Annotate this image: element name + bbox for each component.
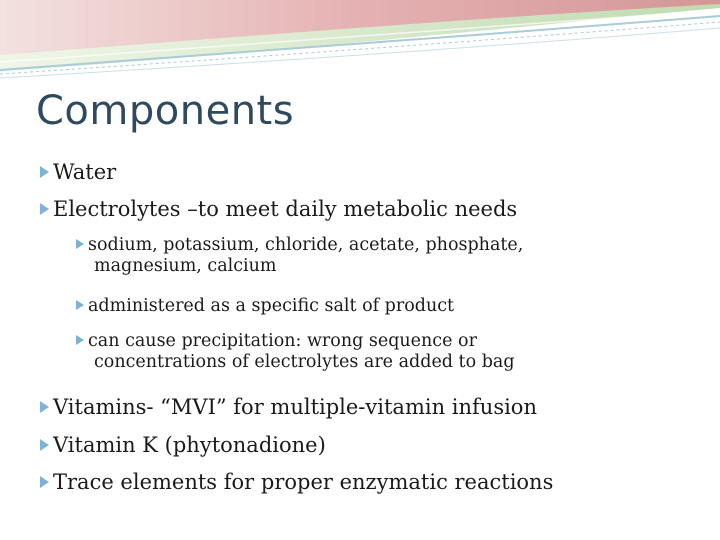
triangle-bullet-icon (76, 335, 84, 345)
triangle-bullet-icon (40, 439, 49, 451)
triangle-bullet-icon (40, 166, 49, 178)
decorative-header-banner (0, 0, 720, 90)
triangle-bullet-icon (40, 401, 49, 413)
bullet-water: Water (40, 160, 116, 184)
bullet-vitamin-k: Vitamin K (phytonadione) (40, 433, 326, 457)
triangle-bullet-icon (76, 239, 84, 249)
triangle-bullet-icon (40, 203, 49, 215)
bullet-vitamins: Vitamins- “MVI” for multiple-vitamin infusion (40, 395, 537, 419)
sub-bullet-precipitation: can cause precipitation: wrong sequence or concentrations of electrolytes are added to bag (76, 331, 515, 372)
bullet-electrolytes: Electrolytes –to meet daily metabolic needs (40, 197, 517, 221)
triangle-bullet-icon (76, 300, 84, 310)
sub-bullet-electrolyte-list: sodium, potassium, chloride, acetate, phosphate, magnesium, calcium (76, 235, 523, 276)
sub-bullet-salt: administered as a specific salt of product (76, 296, 454, 316)
slide-title: Components (36, 88, 295, 134)
bullet-trace-elements: Trace elements for proper enzymatic reactions (40, 470, 553, 494)
triangle-bullet-icon (40, 476, 49, 488)
